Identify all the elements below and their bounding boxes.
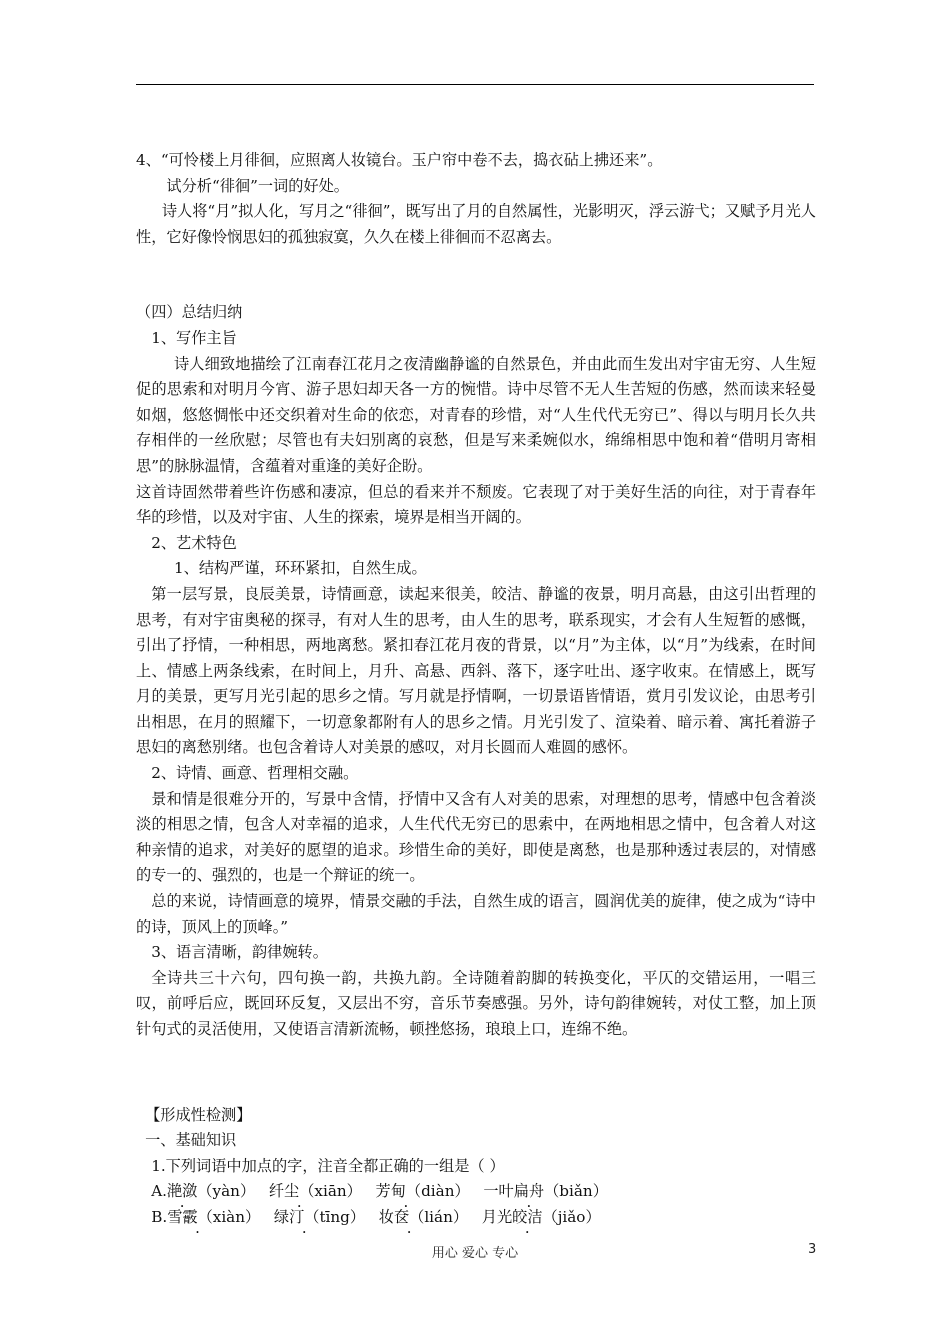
option-a <box>136 1179 816 1205</box>
check-heading: 【形成性检测】 <box>145 1105 252 1124</box>
option-term: 芳甸（diàn） <box>375 1182 470 1201</box>
pinyin: （lián） <box>409 1207 469 1226</box>
option-term: 纤尘（xiān） <box>268 1182 362 1201</box>
pinyin: （diàn） <box>405 1182 470 1201</box>
pinyin: （tīng） <box>304 1207 366 1226</box>
theme-paragraph: 诗人细致地描绘了江南春江花月之夜清幽静谧的自然景色，并由此而生发出对宇宙无穷、人生短促的思索和对明月今宵、游子思妇却天各一方的惋惜。诗中尽管不无人生苦短的伤感，然而读来轻曼如烟，悠悠惆怅中还交织着对生命的依恋，对青春的珍惜，对“人生代代无穷已”、得以与明月长久共存相伴的一丝欣慰；尽管也有夫妇别离的哀愁，但是写来柔婉似水，绵绵相思中饱和着“借明月寄相思”的脉脉温情，含蕴着对重逢的美好企盼。 <box>136 354 816 475</box>
option-term: 雪霰（xiàn） <box>167 1207 261 1226</box>
option-b <box>136 1205 816 1231</box>
pinyin: （xiān） <box>299 1182 362 1201</box>
option-term: 一叶扁舟（biǎn） <box>483 1182 608 1201</box>
dotted-character: 扁 <box>513 1182 529 1201</box>
pinyin: （jiǎo） <box>542 1207 601 1226</box>
question-1: 1.下列词语中加点的字，注音全都正确的一组是（ ） <box>151 1156 505 1175</box>
footer-motto: 用心 爱心 专心 <box>431 1246 519 1261</box>
pinyin: （yàn） <box>197 1182 256 1201</box>
option-term: 月光皎洁（jiǎo） <box>481 1207 601 1226</box>
dotted-character: 滟 <box>166 1182 183 1201</box>
art3-body: 全诗共三十六句，四句换一韵，共换九韵。全诗随着韵脚的转换变化，平仄的交错运用，一唱三叹，前呼后应，既回环反复，又层出不穷，音乐节奏感强。另外，诗句韵律婉转，对仗工整，加上顶针句式的灵活使用，又使语言清新流畅，顿挫悠扬，琅琅上口，连绵不绝。 <box>136 968 816 1038</box>
dotted-character: 甸 <box>390 1182 406 1201</box>
theme-paragraph-2: 这首诗固然带着些许伤感和凄凉，但总的看来并不颓废。它表现了对于美好生活的向往，对于青春年华的珍惜，以及对宇宙、人生的探索，境界是相当开阔的。 <box>136 482 816 527</box>
option-term: 滟潋（yàn） <box>166 1182 256 1201</box>
dotted-character: 汀 <box>289 1207 305 1226</box>
dotted-character: 霰 <box>182 1207 198 1226</box>
art2-body: 景和情是很难分开的，写景中含情，抒情中又含有人对美的思索，对理想的思考，情感中包含着淡淡的相思之情，包含人对幸福的追求，人生代代无穷已的思索中，在两地相思之情中，包含着人对这种亲情的追求，对美好的愿望的追求。珍惜生命的美好，即使是离愁，也是那种透过表层的，对情感的专一的、强烈的，也是一个辩证的统一。 <box>136 789 816 885</box>
dotted-character: 皎 <box>512 1207 528 1226</box>
page-number: 3 <box>808 1242 817 1257</box>
option-term: 绿汀（tīng） <box>273 1207 366 1226</box>
dotted-character: 尘 <box>284 1182 300 1201</box>
dotted-character: 奁 <box>393 1207 410 1226</box>
section-heading-summary: （四）总结归纳 <box>136 303 243 322</box>
header-rule <box>136 84 814 85</box>
option-term: 妆奁（lián） <box>378 1207 469 1226</box>
art2-summary: 总的来说，诗情画意的境界，情景交融的手法，自然生成的语言，圆润优美的旋律，使之成为“诗中的诗，顶风上的顶峰。” <box>136 892 816 936</box>
subheading-theme: 1、写作主旨 <box>151 328 237 347</box>
page-body <box>136 148 816 1231</box>
art3-title: 3、语言清晰，韵律婉转。 <box>151 943 328 962</box>
q4-prompt: 试分析“徘徊”一词的好处。 <box>166 176 349 195</box>
q4-answer: 诗人将“月”拟人化，写月之“徘徊”，既写出了月的自然属性，光影明灭，浮云游弋；又赋予月光人性，它好像怜悯思妇的孤独寂寞，久久在楼上徘徊而不忍离去。 <box>136 202 816 246</box>
option-a-label: A. <box>151 1182 167 1201</box>
pinyin: （xiàn） <box>197 1207 261 1226</box>
art1-body: 第一层写景，良辰美景，诗情画意，读起来很美，皎洁、静谧的夜景，明月高悬，由这引出哲理的思考，有对宇宙奥秘的探寻，有对人生的思考，由人生的思考，联系现实，才会有人生短暂的感慨，引出了抒情，一种相思，两地离愁。紧扣春江花月夜的背景，以“月”为主体，以“月”为线索，在时间上、情感上两条线索，在时间上，月升、高悬、西斜、落下，逐字吐出、逐字收束。在情感上，既写月的美景，更写月光引起的思乡之情。写月就是抒情啊，一切景语皆情语，赏月引发议论，由思考引出相思，在月的照耀下，一切意象都附有人的思乡之情。月光引发了、渲染着、暗示着、寓托着游子思妇的离愁别绪。也包含着诗人对美景的感叹，对月长圆而人难圆的感怀。 <box>136 584 816 757</box>
option-b-label: B. <box>151 1207 168 1226</box>
art1-title: 1、结构严谨，环环紧扣，自然生成。 <box>174 559 427 578</box>
pinyin: （biǎn） <box>544 1182 608 1201</box>
check-subheading: 一、基础知识 <box>145 1131 237 1150</box>
q4-quote: 4、“可怜楼上月徘徊，应照离人妆镜台。玉户帘中卷不去，捣衣砧上拂还来”。 <box>136 151 663 169</box>
art2-title: 2、诗情、画意、哲理相交融。 <box>151 764 359 783</box>
subheading-art: 2、艺术特色 <box>151 533 237 552</box>
